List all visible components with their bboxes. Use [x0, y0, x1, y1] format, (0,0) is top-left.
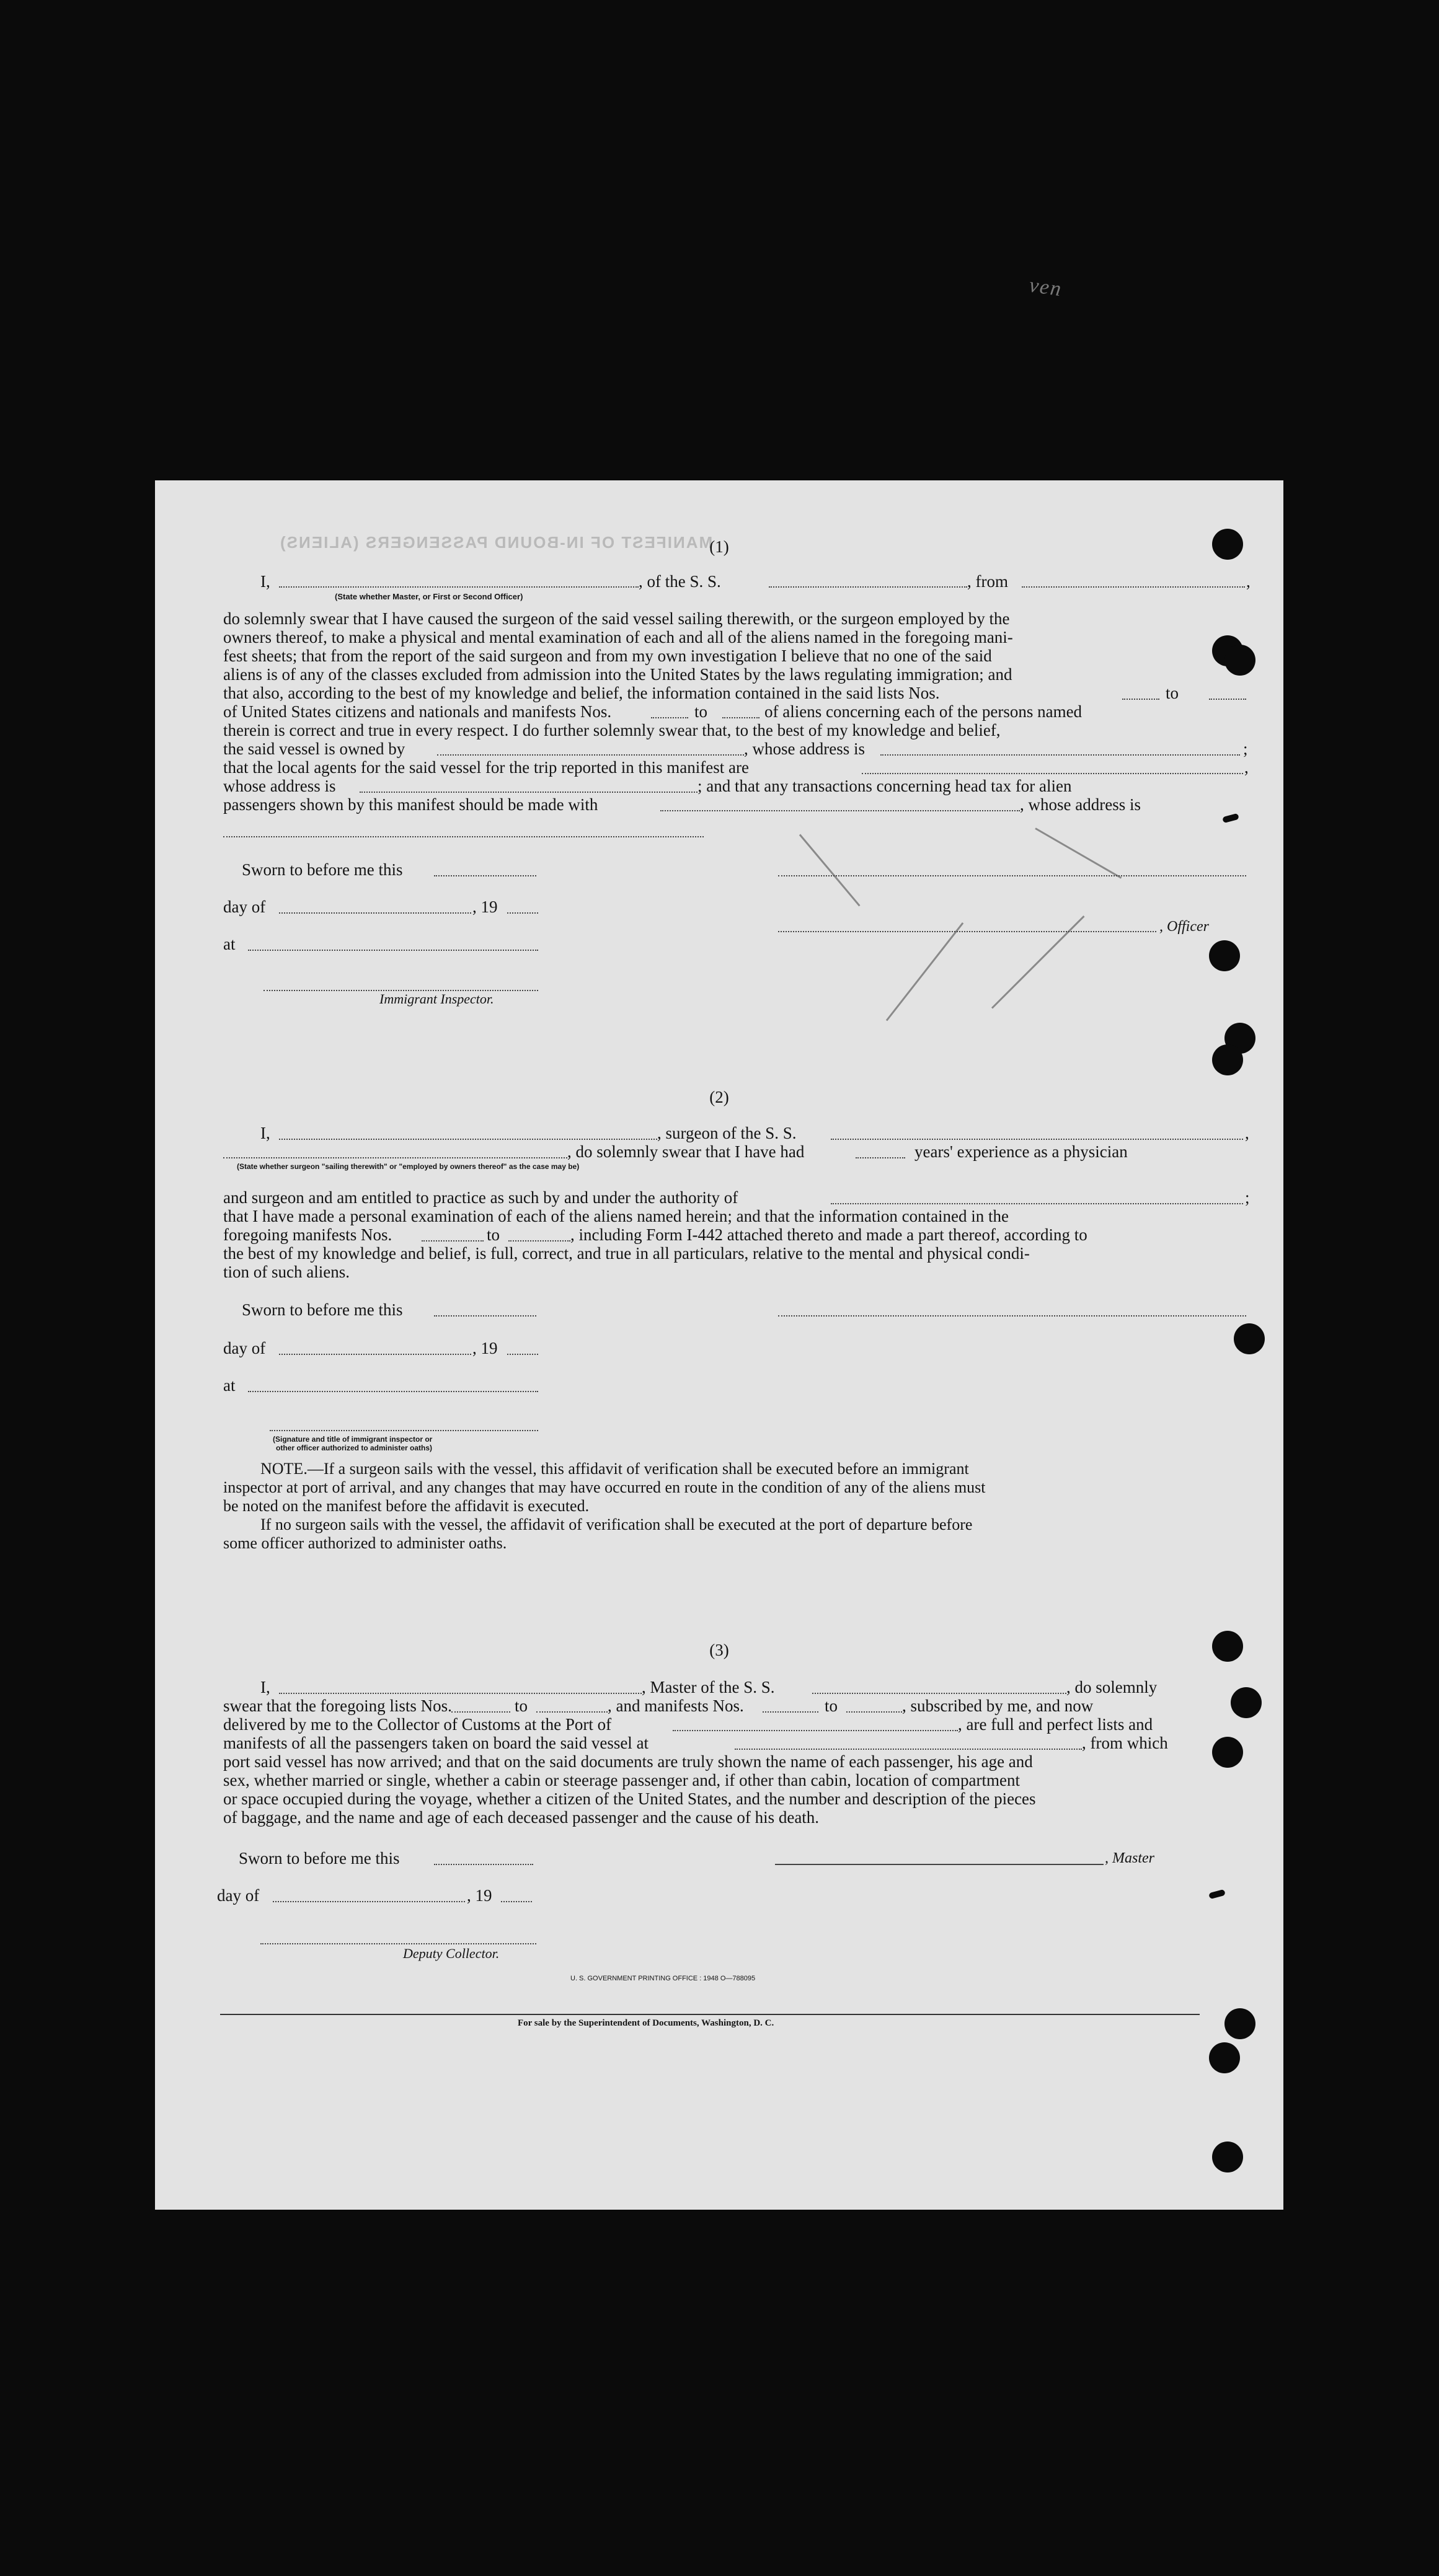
s1-at-label: at — [223, 935, 236, 953]
s2-note-4: If no surgeon sails with the vessel, the affidavit of verification shall be executed at the port of departure before — [260, 1515, 973, 1533]
s2-note-2: inspector at port of arrival, and any changes that may have occurred en route in the condition of any of the aliens must — [223, 1478, 986, 1496]
s2-day-of-label: day of — [223, 1339, 266, 1357]
punch-hole — [1212, 1737, 1243, 1768]
s2-para-3a: and surgeon and am entitled to practice as such by and under the authority of — [223, 1188, 738, 1207]
pencil-mark — [799, 834, 861, 907]
s1-agents-address-field — [360, 792, 697, 793]
s3-i: I, — [260, 1678, 270, 1696]
s3-line-5: port said vessel has now arrived; and that on the said documents are truly shown the name of each passenger, his age and — [223, 1752, 1033, 1771]
s3-list-to-field — [536, 1711, 608, 1713]
s3-list-from-field — [451, 1711, 510, 1713]
s3-line-2-to: to — [515, 1696, 528, 1715]
s3-port-field — [673, 1730, 958, 1731]
s1-year-field — [507, 912, 538, 914]
s3-sworn-label: Sworn to before me this — [239, 1849, 400, 1868]
s2-authority-field — [831, 1203, 1243, 1204]
s1-comma: , — [1246, 572, 1251, 591]
s1-para-4: aliens is of any of the classes excluded from admission into the United States by the laws regulating immigration; and — [223, 665, 1012, 684]
bleed-through-heading: MANIFEST OF IN-BOUND PASSENGERS (ALIENS) — [279, 533, 713, 552]
s1-para-9: that the local agents for the said vessel for the trip reported in this manifest are — [223, 758, 749, 777]
s3-line-2b: , and manifests Nos. — [608, 1696, 744, 1715]
s1-para-8b: , whose address is — [744, 739, 865, 758]
s1-para-8a: the said vessel is owned by — [223, 739, 405, 758]
s1-sworn-label: Sworn to before me this — [242, 860, 403, 879]
s2-years-field — [856, 1157, 905, 1158]
s2-manifest-from-field — [422, 1240, 484, 1242]
form-sheet — [155, 480, 1283, 2210]
pencil-mark — [886, 922, 963, 1021]
section-2-heading: (2) — [709, 1088, 729, 1106]
s2-para-7: tion of such aliens. — [223, 1263, 350, 1281]
s3-line-2a: swear that the foregoing lists Nos. — [223, 1696, 452, 1715]
s3-line-6: sex, whether married or single, whether a cabin or steerage passenger and, if other than cabin, location of compartment — [223, 1771, 1021, 1789]
s1-para-11b: , whose address is — [1020, 795, 1141, 814]
s2-surgeon-name-field — [279, 1139, 657, 1140]
s2-inspector-signature-field — [270, 1430, 538, 1431]
s2-note-3: be noted on the manifest before the affidavit is executed. — [223, 1497, 590, 1515]
s3-vessel-field — [812, 1693, 1066, 1694]
s1-day-of-label: day of — [223, 898, 266, 916]
s1-head-tax-address-field — [223, 836, 704, 837]
s1-officer-signature-field — [778, 931, 1156, 932]
s2-surgeon-of-ss: , surgeon of the S. S. — [657, 1124, 797, 1142]
s1-from-field — [1022, 586, 1245, 588]
s3-manifest-from-field — [763, 1711, 818, 1713]
s1-para-6-to: to — [694, 702, 708, 721]
s1-year-label: , 19 — [472, 898, 498, 916]
s3-line-8: of baggage, and the name and age of each deceased passenger and the cause of his death. — [223, 1808, 820, 1827]
s2-sworn-label: Sworn to before me this — [242, 1300, 403, 1319]
s2-caption: (State whether surgeon "sailing therewith" or "employed by owners thereof" as the case may be) — [237, 1162, 580, 1171]
stray-mark: ven — [1027, 273, 1064, 301]
s3-day-of-label: day of — [217, 1886, 260, 1905]
s2-vessel-field — [831, 1139, 1243, 1140]
gpo-imprint: U. S. GOVERNMENT PRINTING OFFICE : 1948 O—788095 — [570, 1975, 756, 1982]
s3-line-7: or space occupied during the voyage, whether a citizen of the United States, and the number and description of the pieces — [223, 1789, 1036, 1808]
s2-i: I, — [260, 1124, 270, 1142]
s2-sig-caption-2: other officer authorized to administer oaths) — [276, 1444, 433, 1452]
s1-day-field — [279, 912, 471, 914]
s2-para-3b: ; — [1245, 1188, 1250, 1207]
s3-year-label: , 19 — [467, 1886, 492, 1905]
s2-manifest-to-field — [508, 1240, 570, 1242]
punch-hole — [1231, 1687, 1262, 1718]
s1-officer-field — [279, 586, 639, 588]
s1-manifest-to-field — [722, 717, 759, 718]
s3-master-signature-field — [775, 1864, 1104, 1865]
s1-signature-line — [778, 875, 1246, 876]
s3-do-solemnly: , do solemnly — [1066, 1678, 1158, 1696]
footer-sale-note: For sale by the Superintendent of Documents, Washington, D. C. — [518, 2018, 774, 2028]
s1-para-1: do solemnly swear that I have caused the surgeon of the said vessel sailing therewith, or the surgeon employed by the — [223, 609, 1010, 628]
punch-hole — [1212, 2142, 1243, 2172]
punch-mark — [1222, 813, 1239, 823]
s3-master-name-field — [279, 1693, 642, 1694]
s1-sworn-field — [434, 875, 536, 876]
s1-officer-label: , Officer — [1159, 919, 1209, 935]
s2-sig-caption-1: (Signature and title of immigrant inspector or — [273, 1435, 433, 1444]
s1-owner-field — [437, 754, 744, 756]
s3-year-field — [501, 1901, 532, 1902]
s1-para-11a: passengers shown by this manifest should be made with — [223, 795, 598, 814]
s1-inspector-label: Immigrant Inspector. — [379, 991, 494, 1007]
s1-of-ss: , of the S. S. — [639, 572, 721, 591]
pencil-mark — [991, 915, 1085, 1009]
s2-at-field — [248, 1391, 538, 1392]
s3-line-3b: , are full and perfect lists and — [958, 1715, 1153, 1734]
s2-para-5b: , including Form I-442 attached thereto and made a part thereof, according to — [570, 1225, 1087, 1244]
s1-owner-address-field — [880, 754, 1240, 756]
s3-manifest-to-field — [846, 1711, 902, 1713]
s1-para-5: that also, according to the best of my knowledge and belief, the information contained in the said lists Nos. — [223, 684, 940, 702]
s2-para-6: the best of my knowledge and belief, is full, correct, and true in all particulars, relative to the mental and physical condi- — [223, 1244, 1030, 1263]
punch-hole — [1209, 2042, 1240, 2073]
s3-master-label: , Master — [1105, 1850, 1154, 1866]
punch-hole — [1234, 1323, 1265, 1354]
punch-hole — [1224, 645, 1255, 676]
s1-para-7: therein is correct and true in every respect. I do further solemnly swear that, to the best of my knowledge and belief, — [223, 721, 1001, 739]
s2-day-field — [279, 1354, 471, 1355]
s1-para-6b: of aliens concerning each of the persons named — [764, 702, 1083, 721]
s2-para-5-to: to — [487, 1225, 500, 1244]
s2-comma: , — [1245, 1124, 1249, 1142]
s3-day-field — [273, 1901, 465, 1902]
pencil-mark — [1035, 827, 1122, 879]
punch-hole — [1212, 1044, 1243, 1075]
s3-sworn-field — [434, 1864, 533, 1865]
s2-signature-line — [778, 1315, 1246, 1317]
s1-para-10a: whose address is — [223, 777, 336, 795]
s1-at-field — [248, 950, 538, 951]
s2-sworn-field — [434, 1315, 536, 1317]
s3-line-4b: , from which — [1082, 1734, 1168, 1752]
s2-experience: years' experience as a physician — [914, 1142, 1128, 1161]
s1-para-3: fest sheets; that from the report of the said surgeon and from my own investigation I believe that no one of the said — [223, 646, 992, 665]
s3-line-2c: , subscribed by me, and now — [902, 1696, 1094, 1715]
s1-para-6a: of United States citizens and nationals and manifests Nos. — [223, 702, 612, 721]
punch-hole — [1224, 2008, 1255, 2039]
s2-note-5: some officer authorized to administer oaths. — [223, 1534, 507, 1552]
s1-list-to-field — [1209, 699, 1246, 700]
footer-rule — [220, 2014, 1200, 2015]
s1-para-5-to: to — [1166, 684, 1179, 702]
s2-para-4: that I have made a personal examination of each of the aliens named herein; and that the information contained in the — [223, 1207, 1009, 1225]
s1-list-from-field — [1122, 699, 1159, 700]
section-3-heading: (3) — [709, 1641, 729, 1659]
s2-note-1: NOTE.—If a surgeon sails with the vessel, this affidavit of verification shall be executed before an immigrant — [260, 1460, 969, 1478]
s1-from: , from — [967, 572, 1008, 591]
punch-hole — [1209, 940, 1240, 971]
s3-boarding-port-field — [735, 1749, 1082, 1750]
s1-agents-field — [862, 773, 1243, 774]
s1-para-8c: ; — [1243, 739, 1248, 758]
s1-manifest-from-field — [651, 717, 688, 718]
s1-para-2: owners thereof, to make a physical and mental examination of each and all of the aliens named in the foregoing mani- — [223, 628, 1013, 646]
s1-caption: (State whether Master, or First or Second Officer) — [335, 592, 523, 601]
punch-mark — [1208, 1889, 1226, 1899]
s1-para-10b: ; and that any transactions concerning head tax for alien — [697, 777, 1072, 795]
s2-capacity-field — [223, 1157, 567, 1158]
s2-year-field — [507, 1354, 538, 1355]
s3-line-4a: manifests of all the passengers taken on board the said vessel at — [223, 1734, 649, 1752]
s3-line-3a: delivered by me to the Collector of Customs at the Port of — [223, 1715, 612, 1734]
s1-head-tax-field — [660, 810, 1020, 811]
s1-i: I, — [260, 572, 270, 591]
s2-para-5a: foregoing manifests Nos. — [223, 1225, 392, 1244]
s2-swear: , do solemnly swear that I have had — [567, 1142, 805, 1161]
s2-at-label: at — [223, 1376, 236, 1395]
s3-line-2-to2: to — [825, 1696, 838, 1715]
s2-year-label: , 19 — [472, 1339, 498, 1357]
s3-collector-label: Deputy Collector. — [403, 1946, 500, 1961]
section-1-heading: (1) — [709, 537, 729, 556]
s1-para-9c: , — [1244, 758, 1249, 777]
s3-master-of-ss: , Master of the S. S. — [642, 1678, 775, 1696]
s1-vessel-field — [769, 586, 967, 588]
